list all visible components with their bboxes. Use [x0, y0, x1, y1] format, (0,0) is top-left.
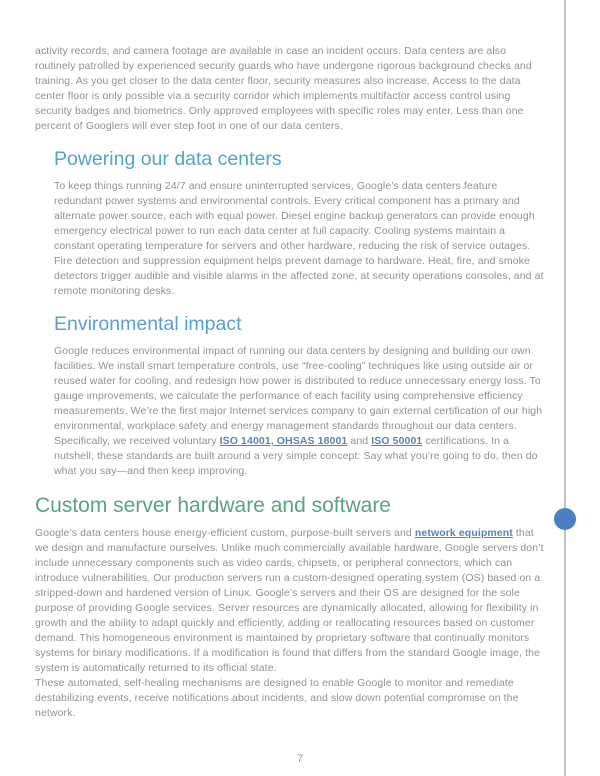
iso-50001-link[interactable]: ISO 50001: [371, 435, 423, 447]
heading-powering-our-data-centers: Powering our data centers: [54, 148, 282, 170]
iso-14001-ohsas-18001-link[interactable]: ISO 14001, OHSAS 18001: [219, 435, 348, 447]
text-segment: that we design and manufacture ourselves. Unlike much commercially available hardware, Google servers don’t include unnecessary components such as video cards, chipsets, or peripheral connectors, which can introduce vulnerabilities. Our production servers run a custom-designed operating system (OS) based on a stripped-down and hardened version of Linux. Google’s servers and their OS are designed for the sole purpose of providing Google services. Server resources are dynamically allocated, allowing for flexibility in growth and the ability to adapt quickly and efficiently, adding or reallocating resources based on customer demand. This homogeneous environment is maintained by proprietary software that continually monitors systems for binary modifications. If a modification is found that differs from the standard Google image, the system is automatically returned to its official state.: [35, 527, 544, 674]
custom-server-paragraph: [35, 526, 547, 676]
page-edge-line: [564, 0, 566, 776]
intro-paragraph: activity records, and camera footage are available in case an incident occurs. Data centers are also routinely patrolled by experienced security guards who have undergone rigorous background checks and training. As you get closer to the data center floor, security measures also increase. Access to the data center floor is only possible via a security corridor which implements multifactor access control using security badges and biometrics. Only approved employees with specific roles may enter. Less than one percent of Googlers will ever step foot in one of our data centers.: [35, 45, 532, 132]
section-environmental-impact: [54, 312, 547, 479]
heading-custom-server-hardware-and-software: Custom server hardware and software: [35, 494, 391, 517]
powering-paragraph: To keep things running 24/7 and ensure uninterrupted services, Google’s data centers feature redundant power systems and environmental controls. Every critical component has a primary and alternate power source, each with equal power. Diesel engine backup generators can provide enough emergency electrical power to run each data center at full capacity. Cooling systems maintain a constant operating temperature for servers and other hardware, reducing the risk of service outages. Fire detection and suppression equipment helps prevent damage to hardware. Heat, fire, and smoke detectors trigger audible and visible alarms in the affected zone, at security operations consoles, and at remote monitoring desks.: [54, 180, 544, 297]
environmental-paragraph: [54, 344, 547, 479]
network-equipment-link[interactable]: network equipment: [414, 527, 513, 539]
scroll-position-marker-icon[interactable]: [554, 508, 576, 530]
text-segment: and: [347, 435, 372, 447]
section-custom-server-hardware: [35, 492, 547, 721]
heading-environmental-impact: Environmental impact: [54, 313, 242, 335]
text-segment: Google reduces environmental impact of running our data centers by designing and building our own facilities. We install smart temperature controls, use “free-cooling” techniques like using outside air or reused water for cooling, and redesign how power is distributed to reduce unnecessary energy loss. To gauge improvements, we calculate the performance of each facility using comprehensive efficiency measurements. We’re the first major Internet services company to gain external certification of our high environmental, workplace safety and energy management standards throughout our data centers. Specifically, we received voluntary: [54, 345, 543, 447]
text-segment: certifications. In a nutshell, these standards are built around a very simple concept: Say what you’re going to do, then do what you say—and then keep improving.: [54, 435, 538, 477]
page-content: [35, 44, 547, 721]
section-powering: [54, 147, 547, 299]
self-healing-paragraph: These automated, self-healing mechanisms are designed to enable Google to monitor and remediate destabilizing events, receive notifications about incidents, and slow down potential compromise on the network.: [35, 677, 519, 719]
page-number: 7: [296, 753, 304, 765]
text-segment: Google’s data centers house energy-efficient custom, purpose-built servers and: [35, 527, 415, 539]
